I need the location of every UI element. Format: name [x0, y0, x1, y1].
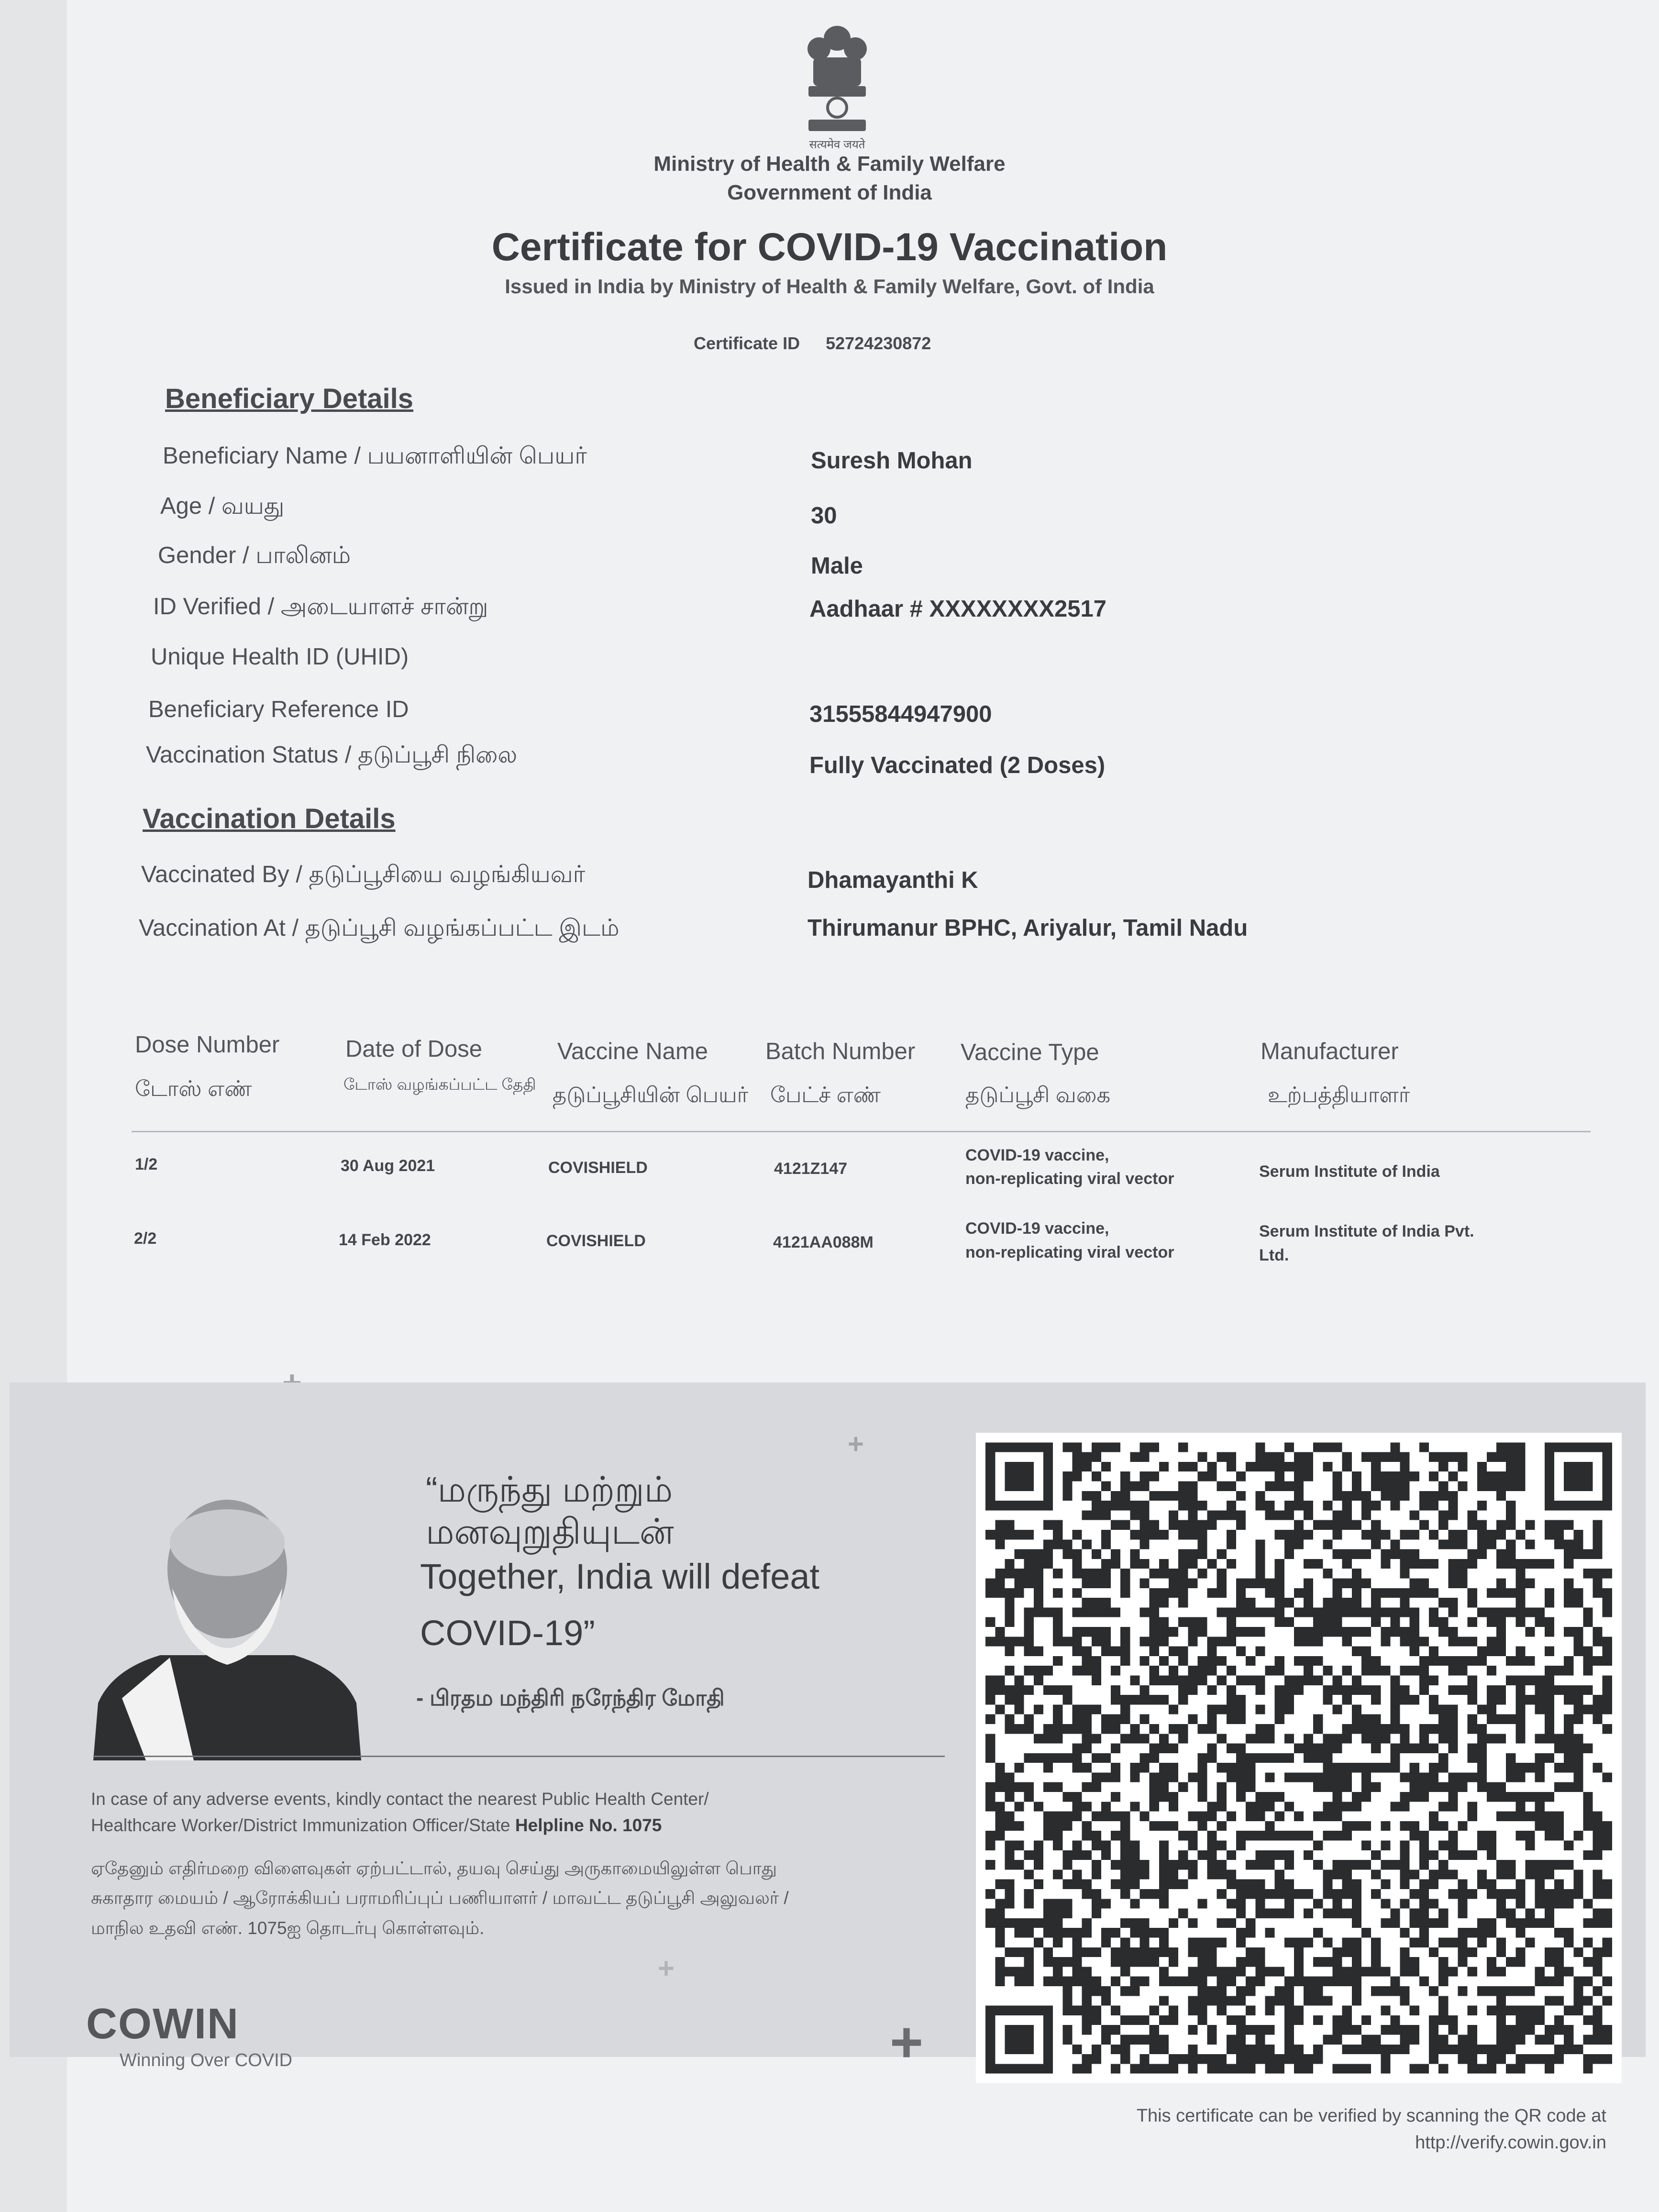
certificate-subtitle: Issued in India by Ministry of Health & Family Welfare, Govt. of India: [505, 275, 1154, 298]
certificate-id: [694, 333, 931, 354]
verification-note: [1005, 2102, 1606, 2156]
adverse-events-note-tamil-line1: ஏதேனும் எதிர்மறை விளைவுகள் ஏற்பட்டால், தயவு செய்து அருகாமையிலுள்ள பொது: [91, 1858, 777, 1878]
quote-english-line1: Together, India will defeat: [420, 1557, 820, 1596]
table-divider: [132, 1131, 1591, 1132]
dose-2-vaccine: COVISHIELD: [546, 1232, 646, 1250]
dose-1-date: 30 Aug 2021: [341, 1157, 435, 1175]
quote-tamil-line1: “மருந்து மற்றும்: [426, 1470, 673, 1509]
plus-decoration-icon: +: [658, 1952, 675, 1984]
cowin-logo: COWIN: [86, 2000, 239, 2048]
age-value: 30: [811, 503, 837, 529]
dose-2-batch: 4121AA088M: [773, 1233, 874, 1251]
beneficiary-reference-id-value: 31555844947900: [809, 701, 992, 727]
quote-tamil-line2: மனவுறுதியுடன்: [426, 1512, 674, 1551]
ministry-name: Ministry of Health & Family Welfare: [653, 152, 1006, 176]
vaccination-status-label: Vaccination Status / தடுப்பூசி நிலை: [146, 742, 518, 768]
certificate-id-label: Certificate ID: [694, 333, 800, 353]
manufacturer-header-ta: உற்பத்தியாளர்: [1268, 1083, 1410, 1107]
verification-url: http://verify.cowin.gov.in: [1415, 2133, 1606, 2153]
manufacturer-header: Manufacturer: [1261, 1039, 1399, 1064]
beneficiary-name-value: Suresh Mohan: [811, 448, 973, 474]
vaccination-at-label: Vaccination At / தடுப்பூசி வழங்கப்பட்ட இடம்: [139, 915, 619, 941]
age-label: Age / வயது: [160, 493, 285, 519]
id-verified-value: Aadhaar # XXXXXXXX2517: [809, 596, 1107, 622]
dose-1-batch: 4121Z147: [774, 1160, 848, 1178]
gender-value: Male: [811, 553, 863, 579]
adverse-events-note-text: Healthcare Worker/District Immunization Officer/State: [91, 1815, 515, 1835]
dose-2-manufacturer-line1: Serum Institute of India Pvt.: [1259, 1222, 1474, 1240]
vaccine-type-header: Vaccine Type: [961, 1040, 1099, 1065]
dose-1-number: 1/2: [135, 1155, 158, 1173]
uhid-label: Unique Health ID (UHID): [151, 644, 409, 670]
adverse-events-note-tamil-line2: சுகாதார மையம் / ஆரோக்கியப் பராமரிப்புப் பணியாளர் / மாவட்ட தடுப்பூசி அலுவலர் /: [91, 1888, 789, 1908]
verification-note-line1: This certificate can be verified by scanning the QR code at: [1136, 2106, 1606, 2126]
vaccination-details-heading: Vaccination Details: [143, 803, 396, 834]
quote-english-line2: COVID-19”: [420, 1613, 595, 1653]
dose-2-number: 2/2: [134, 1229, 157, 1248]
vaccine-name-header-ta: தடுப்பூசியின் பெயர்: [553, 1083, 749, 1107]
dose-2-manufacturer-line2: Ltd.: [1259, 1246, 1289, 1264]
dose-1-type-line2: non-replicating viral vector: [965, 1170, 1174, 1188]
quote-attribution: - பிரதம மந்திரி நரேந்திர மோதி: [416, 1685, 725, 1710]
adverse-events-note-line1: In case of any adverse events, kindly contact the nearest Public Health Center/: [91, 1789, 709, 1809]
dose-2-type-line1: COVID-19 vaccine,: [965, 1219, 1109, 1238]
dose-2-date: 14 Feb 2022: [339, 1231, 431, 1249]
national-emblem-icon: [794, 19, 880, 148]
batch-number-header: Batch Number: [765, 1039, 916, 1064]
certificate-id-value: 52724230872: [826, 333, 931, 353]
adverse-events-note-tamil-line3: மாநில உதவி எண். 1075ஐ தொடர்பு கொள்ளவும்.: [91, 1918, 485, 1938]
plus-decoration-icon: +: [848, 1428, 864, 1460]
prime-minister-portrait: [93, 1497, 361, 1760]
vaccinated-by-value: Dhamayanthi K: [807, 867, 978, 893]
gender-label: Gender / பாலினம்: [158, 542, 351, 568]
beneficiary-reference-id-label: Beneficiary Reference ID: [148, 697, 409, 722]
dose-number-header: Dose Number: [135, 1032, 280, 1058]
beneficiary-name-label: Beneficiary Name / பயனாளியின் பெயர்: [163, 443, 587, 469]
dose-2-type-line2: non-replicating viral vector: [965, 1243, 1174, 1261]
helpline-number: Helpline No. 1075: [515, 1815, 662, 1835]
quote-divider: [93, 1756, 945, 1757]
dose-1-type-line1: COVID-19 vaccine,: [965, 1146, 1109, 1164]
batch-number-header-ta: பேட்ச் எண்: [770, 1083, 881, 1107]
qr-code-pattern: [976, 1433, 1622, 2083]
verification-qr-code: [976, 1433, 1622, 2083]
dose-1-vaccine: COVISHIELD: [548, 1159, 648, 1177]
date-of-dose-header-ta: டோஸ் வழங்கப்பட்ட தேதி: [343, 1075, 536, 1093]
vaccine-name-header: Vaccine Name: [557, 1039, 708, 1064]
vaccination-status-value: Fully Vaccinated (2 Doses): [809, 752, 1106, 778]
cowin-tagline: Winning Over COVID: [120, 2050, 293, 2070]
vaccination-at-value: Thirumanur BPHC, Ariyalur, Tamil Nadu: [807, 915, 1248, 941]
emblem-motto: सत्यमेव जयते: [809, 138, 865, 151]
id-verified-label: ID Verified / அடையாளச் சான்று: [153, 594, 488, 619]
beneficiary-details-heading: Beneficiary Details: [165, 383, 414, 414]
date-of-dose-header: Date of Dose: [345, 1036, 482, 1062]
certificate-title: Certificate for COVID-19 Vaccination: [491, 225, 1168, 269]
government-name: Government of India: [727, 181, 932, 204]
adverse-events-note-line2: [91, 1813, 662, 1838]
vaccine-type-header-ta: தடுப்பூசி வகை: [965, 1083, 1111, 1107]
vaccinated-by-label: Vaccinated By / தடுப்பூசியை வழங்கியவர்: [141, 862, 586, 887]
plus-decoration-icon: +: [890, 2010, 924, 2074]
dose-number-header-ta: டோஸ் எண்: [135, 1076, 252, 1101]
dose-1-manufacturer-line1: Serum Institute of India: [1259, 1162, 1440, 1181]
